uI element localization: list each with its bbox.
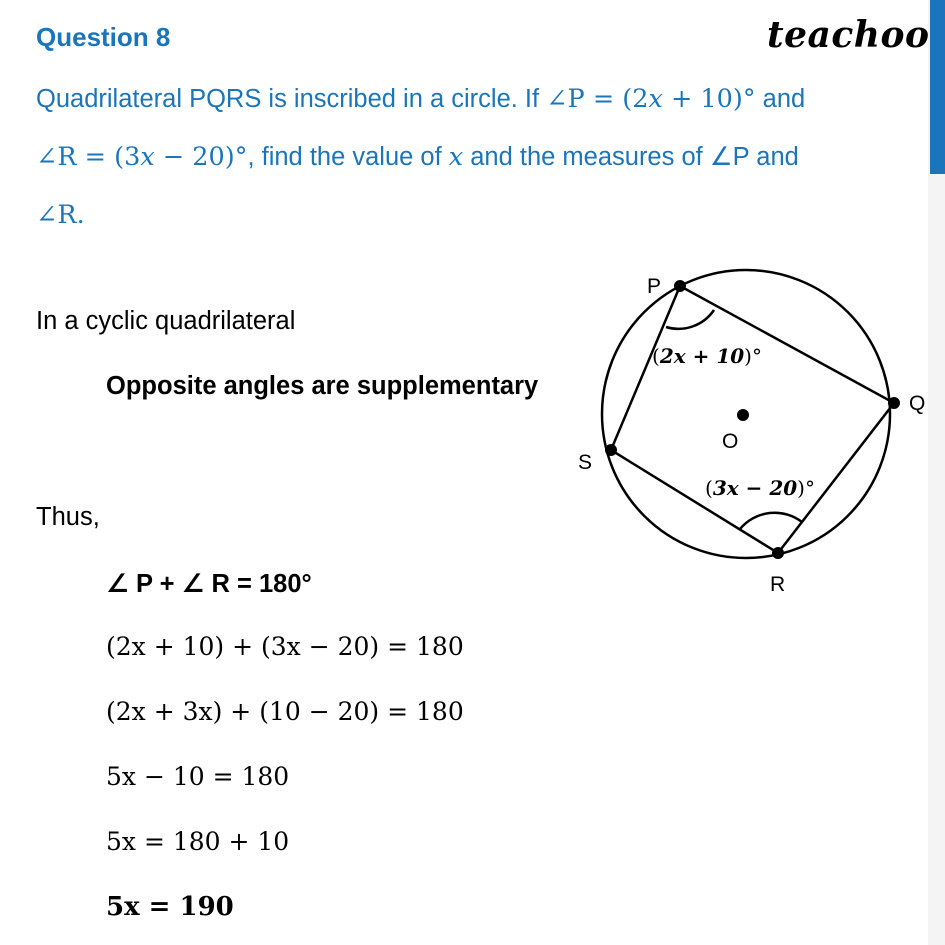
question-text: and <box>755 85 806 113</box>
circumcircle <box>602 270 890 558</box>
scrollbar-thumb[interactable] <box>930 0 945 174</box>
question-line-2 <box>36 142 799 172</box>
variable-x: x <box>448 142 464 172</box>
question-heading: Question 8 <box>36 22 171 52</box>
question-text: , find the value of <box>247 143 449 171</box>
vertex-r-dot <box>772 547 784 559</box>
vertex-p-dot <box>674 280 686 292</box>
angle-p-expression: ∠P = (2x + 10)° <box>546 84 756 114</box>
label-p: P <box>647 275 662 298</box>
question-line-3: ∠R. <box>36 200 85 230</box>
angle-r-expression: ∠R = (3x − 20)° <box>36 142 248 172</box>
solution-thus: Thus, <box>36 503 100 531</box>
angle-r-label: (3x − 20)° <box>705 476 815 500</box>
label-s: S <box>578 451 593 474</box>
question-line-1 <box>36 84 805 114</box>
vertex-s-dot <box>605 444 617 456</box>
teachoo-logo: teachoo <box>767 14 930 56</box>
question-text: and the measures of ∠P and <box>463 143 799 171</box>
label-r: R <box>770 573 786 596</box>
solution-angle-sum: ∠ P + ∠ R = 180° <box>106 570 312 598</box>
angle-r-arc <box>740 513 802 529</box>
angle-p-label: (2x + 10)° <box>652 344 762 368</box>
equation-5: 5x = 190 <box>106 892 234 922</box>
solution-intro: In a cyclic quadrilateral <box>36 307 296 335</box>
vertex-q-dot <box>888 397 900 409</box>
equation-4: 5x = 180 + 10 <box>106 827 290 856</box>
equation-2: (2x + 3x) + (10 − 20) = 180 <box>106 697 464 726</box>
solution-property: Opposite angles are supplementary <box>106 372 539 400</box>
center-o-dot <box>737 409 749 421</box>
question-text: Quadrilateral PQRS is inscribed in a circle. If <box>36 85 547 113</box>
angle-p-arc <box>666 310 714 329</box>
label-q: Q <box>909 392 926 415</box>
equation-3: 5x − 10 = 180 <box>106 762 290 791</box>
label-o: O <box>722 430 739 453</box>
equation-1: (2x + 10) + (3x − 20) = 180 <box>106 632 464 661</box>
quadrilateral-pqrs <box>611 286 894 553</box>
